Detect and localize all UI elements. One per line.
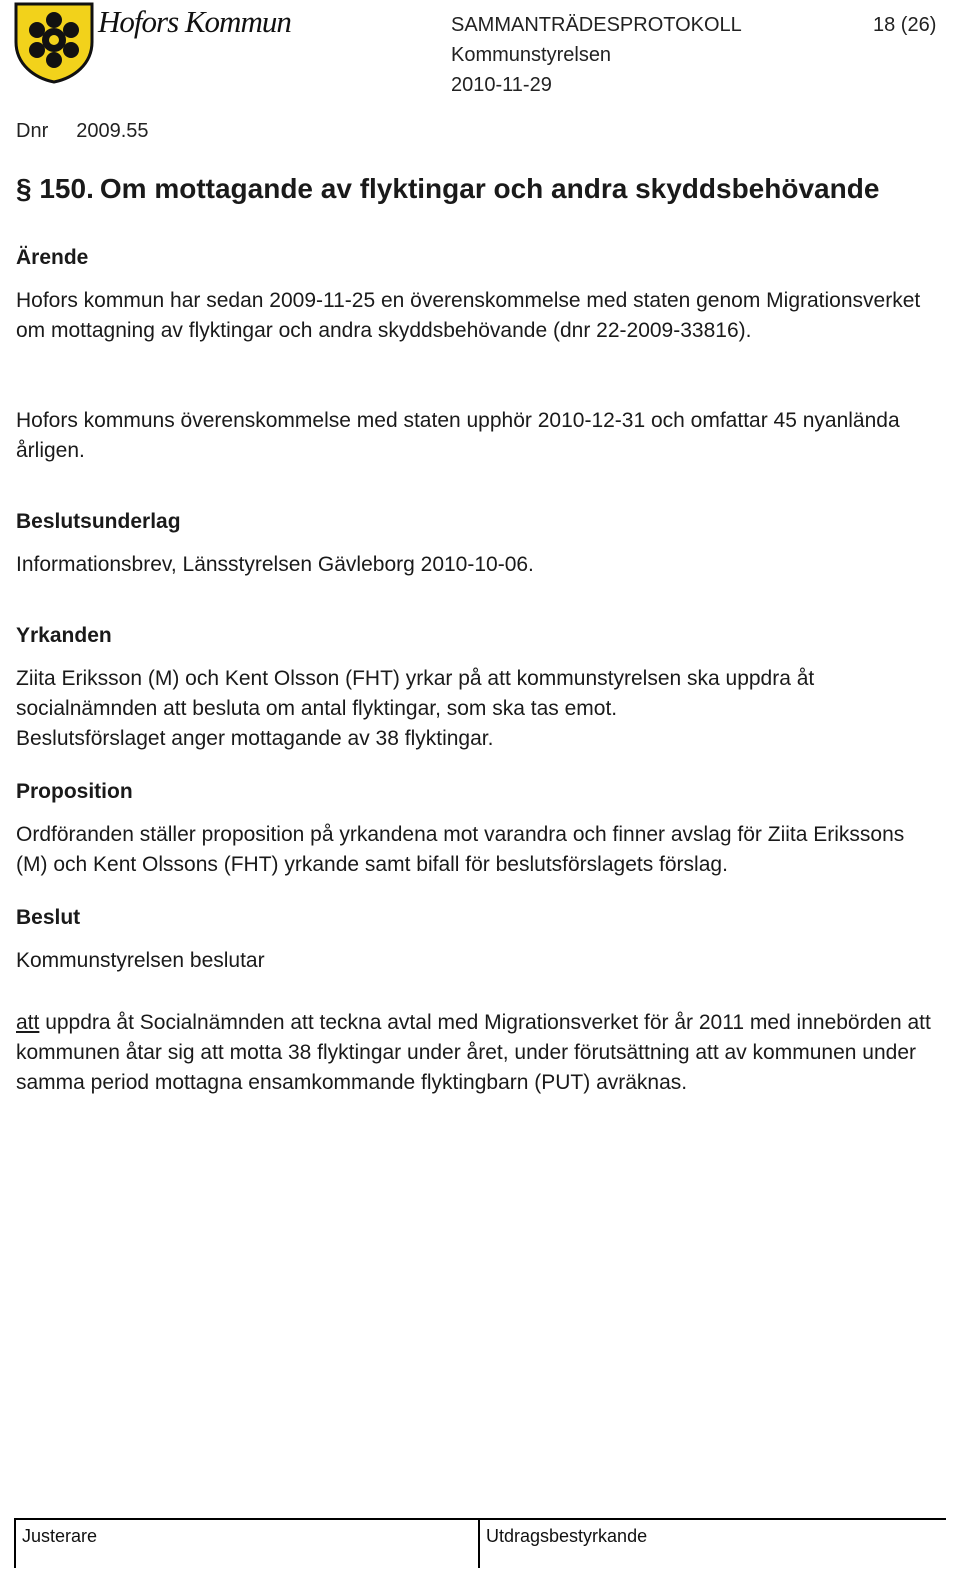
beslut-intro: Kommunstyrelsen beslutar bbox=[16, 949, 265, 972]
heading-beslutsunderlag: Beslutsunderlag bbox=[16, 510, 181, 533]
municipality-wordmark: Hofors Kommun bbox=[98, 4, 291, 39]
dnr-value: 2009.55 bbox=[76, 120, 149, 142]
paragraph-heading bbox=[16, 173, 879, 205]
beslut-decision bbox=[16, 1008, 936, 1098]
beslutsunderlag-paragraph: Informationsbrev, Länsstyrelsen Gävleborg 2010-10-06. bbox=[16, 553, 534, 576]
heading-beslut: Beslut bbox=[16, 906, 81, 929]
signature-footer bbox=[14, 1518, 946, 1568]
yrkanden-paragraph-1: Ziita Eriksson (M) och Kent Olsson (FHT) yrkar på att kommunstyrelsen ska uppdra åt socialnämnden att besluta om antal flyktingar, som ska tas emot. bbox=[16, 667, 815, 720]
arende-paragraph-2: Hofors kommuns överenskommelse med staten upphör 2010-12-31 och omfattar 45 nyanlända årligen. bbox=[16, 409, 900, 462]
paragraph-number: § 150. bbox=[16, 173, 94, 204]
att-keyword: att bbox=[16, 1011, 40, 1034]
decision-text: uppdra åt Socialnämnden att teckna avtal med Migrationsverket för år 2011 med innebörden att kommunen åtar sig att motta 38 flyktingar under året, under förutsättning att av kommunen under samma period mottagna ensamkommande flyktingbarn (PUT) avräknas. bbox=[16, 1011, 931, 1094]
page-number: 18 (26) bbox=[873, 14, 937, 36]
registration-number bbox=[16, 120, 149, 143]
footer-divider-middle bbox=[478, 1520, 480, 1568]
hofors-coat-of-arms-logo bbox=[12, 0, 96, 84]
protocol-title: SAMMANTRÄDESPROTOKOLL bbox=[451, 14, 742, 36]
heading-yrkanden: Yrkanden bbox=[16, 624, 112, 647]
heading-arende: Ärende bbox=[16, 246, 89, 269]
board-name: Kommunstyrelsen bbox=[451, 44, 612, 66]
paragraph-title: Om mottagande av flyktingar och andra skyddsbehövande bbox=[99, 173, 880, 204]
proposition-paragraph: Ordföranden ställer proposition på yrkandena mot varandra och finner avslag för Ziita Erikssons (M) och Kent Olssons (FHT) yrkande samt bifall för beslutsförslagets förslag. bbox=[16, 823, 905, 876]
dnr-label: Dnr bbox=[16, 120, 49, 142]
utdragsbestyrkande-label: Utdragsbestyrkande bbox=[486, 1526, 648, 1546]
justerare-label: Justerare bbox=[22, 1526, 98, 1546]
arende-paragraph-1: Hofors kommun har sedan 2009-11-25 en överenskommelse med staten genom Migrationsverket om mottagning av flyktingar och andra skyddsbehövande (dnr 22-2009-33816). bbox=[16, 289, 921, 342]
yrkanden-paragraph-2: Beslutsförslaget anger mottagande av 38 flyktingar. bbox=[16, 727, 494, 750]
meeting-date: 2010-11-29 bbox=[451, 74, 552, 96]
footer-divider-left bbox=[14, 1520, 16, 1568]
heading-proposition: Proposition bbox=[16, 780, 133, 803]
